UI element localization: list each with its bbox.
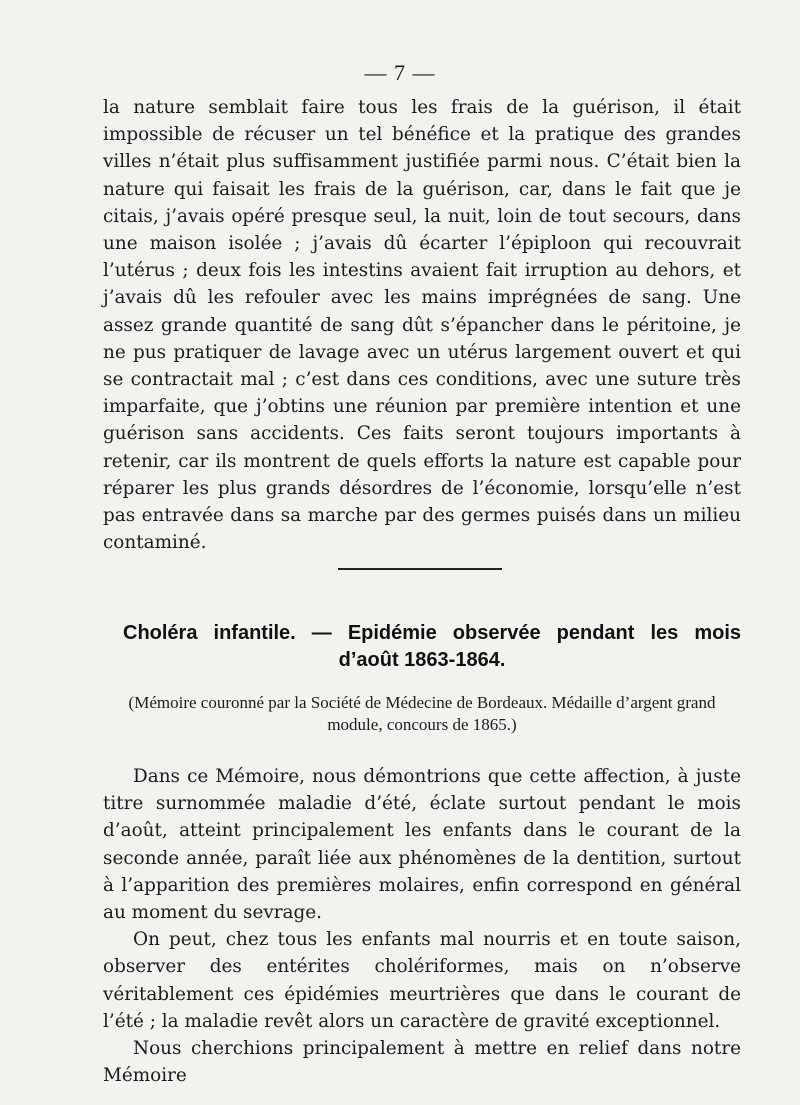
paragraph-continuation: la nature semblait faire tous les frais de la guérison, il était impossible de récuser un tel bénéfice et la pratique des grandes villes n’était plus suffisamment justifiée parmi nous. C’était bien la nature qui faisait les frais de la guérison, car, dans le fait que je citais, j’avais opéré presque seul, la nuit, loin de tout secours, dans une maison isolée ; j’avais dû écarter l’épiploon qui recouvrait l’utérus ; deux fois les intestins avaient fait irruption au dehors, et j’avais dû les refouler avec les mains imprégnées de sang. Une assez grande quantité de sang dût s’épancher dans le péritoine, je ne pus pratiquer de lavage avec un utérus largement ouvert et qui se contractait mal ; c’est dans ces conditions, avec une suture très imparfaite, que j’obtins une réunion par première intention et une guérison sans accidents. Ces faits seront toujours importants à retenir, car ils montrent de quels efforts la nature est capable pour réparer les plus grands désordres de l’économie, lorsqu’elle n’est pas entravée dans sa marche par des germes puisés dans un milieu contaminé. [103, 97, 741, 554]
top-text-block [103, 94, 741, 556]
section-title-line-1: Choléra infantile. — Epidémie observée pendant les mois [123, 622, 741, 644]
body-paragraph-1: Dans ce Mémoire, nous démontrions que cette affection, à juste titre surnommée maladie d’été, éclate surtout pendant le mois d’août, atteint principalement les enfants dans le courant de la seconde année, paraît liée aux phénomènes de la dentition, surtout à l’apparition des premières molaires, enfin correspond en général au moment du sevrage. [103, 766, 741, 924]
section-title [103, 620, 741, 674]
section-divider [338, 568, 502, 570]
body-paragraph-3: Nous cherchions principalement à mettre en relief dans notre Mémoire [103, 1038, 741, 1087]
memoir-award-note: (Mémoire couronné par la Société de Médecine de Bordeaux. Médaille d’argent grand module, concours de 1865.) [128, 693, 716, 734]
section-title-line-2: d’août 1863-1864. [338, 649, 506, 671]
body-paragraph-2: On peut, chez tous les enfants mal nourris et en toute saison, observer des entérites cholériformes, mais on n’observe véritablement ces épidémies meurtrières que dans le courant de l’été ; la maladie revêt alors un caractère de gravité exceptionnel. [103, 929, 741, 1032]
body-text-block [103, 763, 741, 1089]
page-number: — 7 — [364, 60, 436, 85]
